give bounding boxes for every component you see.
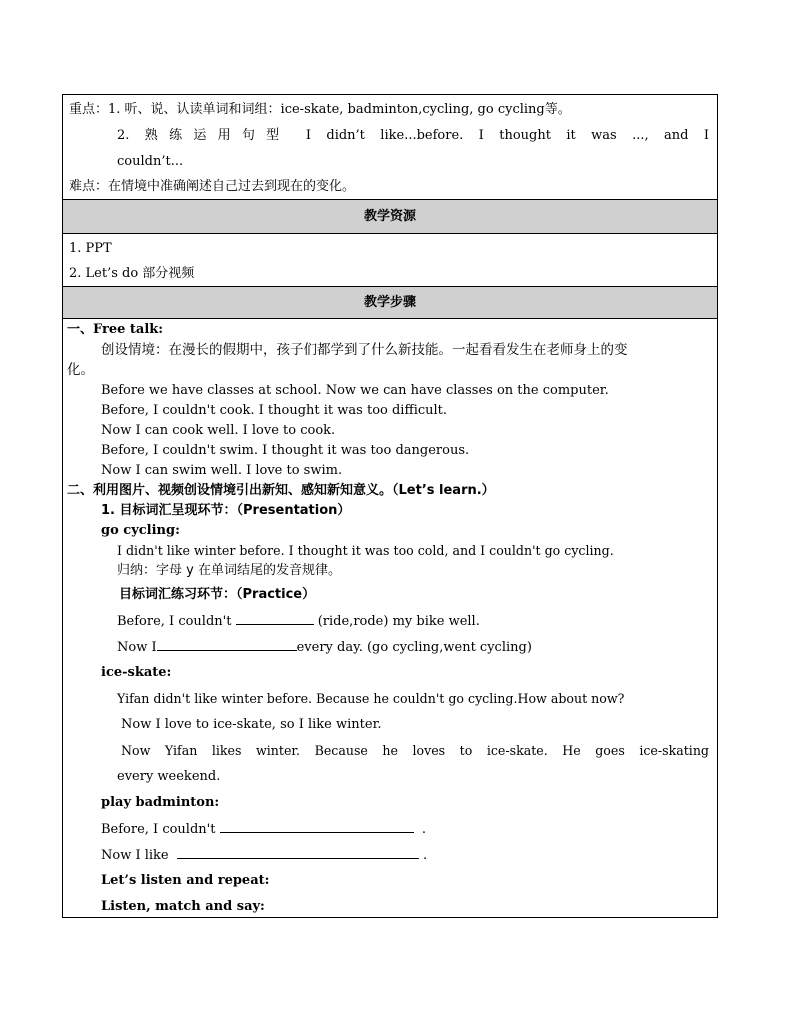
exercise-1-blank xyxy=(236,612,314,625)
badminton-ex1-end: . xyxy=(413,822,426,837)
focus-line-1 xyxy=(69,101,571,119)
part2-title: 二、利用图片、视频创设情境引出新知、感知新知意义。（Let’s learn.） xyxy=(67,483,495,498)
badminton-ex2-end: . xyxy=(418,848,428,863)
ice-skate-heading: ice-skate: xyxy=(101,665,172,680)
part1-line-2: Before, I couldn't cook. I thought it was too difficult. xyxy=(101,403,448,418)
focus-section xyxy=(63,95,717,199)
exercise-2-start: Now I xyxy=(117,640,157,655)
steps-header xyxy=(63,286,717,319)
exercise-2-blank xyxy=(157,638,297,651)
ice-skate-line-2: Now I love to ice-skate, so I like winter. xyxy=(121,717,382,732)
focus-label: 重点： xyxy=(69,102,109,117)
badminton-ex2-blank xyxy=(177,846,419,859)
summary-line: 归纳：字母 y 在单词结尾的发音规律。 xyxy=(117,563,341,578)
badminton-ex2-start: Now I like xyxy=(101,848,177,863)
difficulty-label: 难点： xyxy=(69,179,109,194)
exercise-1-end: (ride,rode) my bike well. xyxy=(313,614,480,629)
part1-line-4: Before, I couldn't swim. I thought it was too dangerous. xyxy=(101,443,470,458)
resource-item-1: 1. PPT xyxy=(69,241,112,256)
listen-match-heading: Listen, match and say: xyxy=(101,899,265,914)
resources-list xyxy=(63,234,717,286)
practice-heading: 目标词汇练习环节：（Practice） xyxy=(119,587,316,602)
go-cycling-heading: go cycling: xyxy=(101,523,180,538)
ice-skate-line-3: Now Yifan likes winter. Because he loves to ice-skate. He goes ice-skating xyxy=(121,743,709,758)
focus-item-2-line-1: 2. 熟练运用句型 I didn’t like...before. I thought it was ..., and I xyxy=(117,128,709,143)
difficulty-text: 在情境中准确阐述自己过去到现在的变化。 xyxy=(108,179,356,194)
go-cycling-sentence: I didn't like winter before. I thought it was too cold, and I couldn't go cycling. xyxy=(117,543,614,558)
badminton-exercise-2 xyxy=(101,846,427,865)
resource-item-2: 2. Let’s do 部分视频 xyxy=(69,266,195,281)
exercise-2 xyxy=(117,638,532,657)
badminton-ex1-blank xyxy=(220,820,414,833)
presentation-heading: 1. 目标词汇呈现环节：（Presentation） xyxy=(101,503,351,518)
exercise-1-start: Before, I couldn't xyxy=(117,614,236,629)
focus-item-2-line-2: couldn’t... xyxy=(117,154,184,169)
part1-intro-line-2: 化。 xyxy=(67,362,94,378)
resources-header xyxy=(63,199,717,234)
part1-line-5: Now I can swim well. I love to swim. xyxy=(101,463,343,478)
lesson-plan-table xyxy=(62,94,718,918)
exercise-1 xyxy=(117,612,480,631)
difficulty-line xyxy=(69,178,355,196)
part1-intro-line-1: 创设情境：在漫长的假期中，孩子们都学到了什么新技能。一起看看发生在老师身上的变 xyxy=(101,342,628,358)
badminton-exercise-1 xyxy=(101,820,426,839)
part1-title: 一、Free talk: xyxy=(67,322,164,337)
badminton-ex1-start: Before, I couldn't xyxy=(101,822,220,837)
steps-content xyxy=(63,319,717,919)
badminton-heading: play badminton: xyxy=(101,795,220,810)
focus-item-1: 1. 听、说、认读单词和词组：ice-skate, badminton,cycling, go cycling等。 xyxy=(108,102,571,117)
part1-line-1: Before we have classes at school. Now we can have classes on the computer. xyxy=(101,383,609,398)
part1-line-3: Now I can cook well. I love to cook. xyxy=(101,423,336,438)
ice-skate-line-1: Yifan didn't like winter before. Because he couldn't go cycling.How about now? xyxy=(117,691,625,706)
exercise-2-end: every day. (go cycling,went cycling) xyxy=(296,640,532,655)
steps-title: 教学步骤 xyxy=(363,295,416,310)
ice-skate-line-4: every weekend. xyxy=(117,769,221,784)
listen-repeat-heading: Let’s listen and repeat: xyxy=(101,873,270,888)
resources-title: 教学资源 xyxy=(363,209,416,224)
